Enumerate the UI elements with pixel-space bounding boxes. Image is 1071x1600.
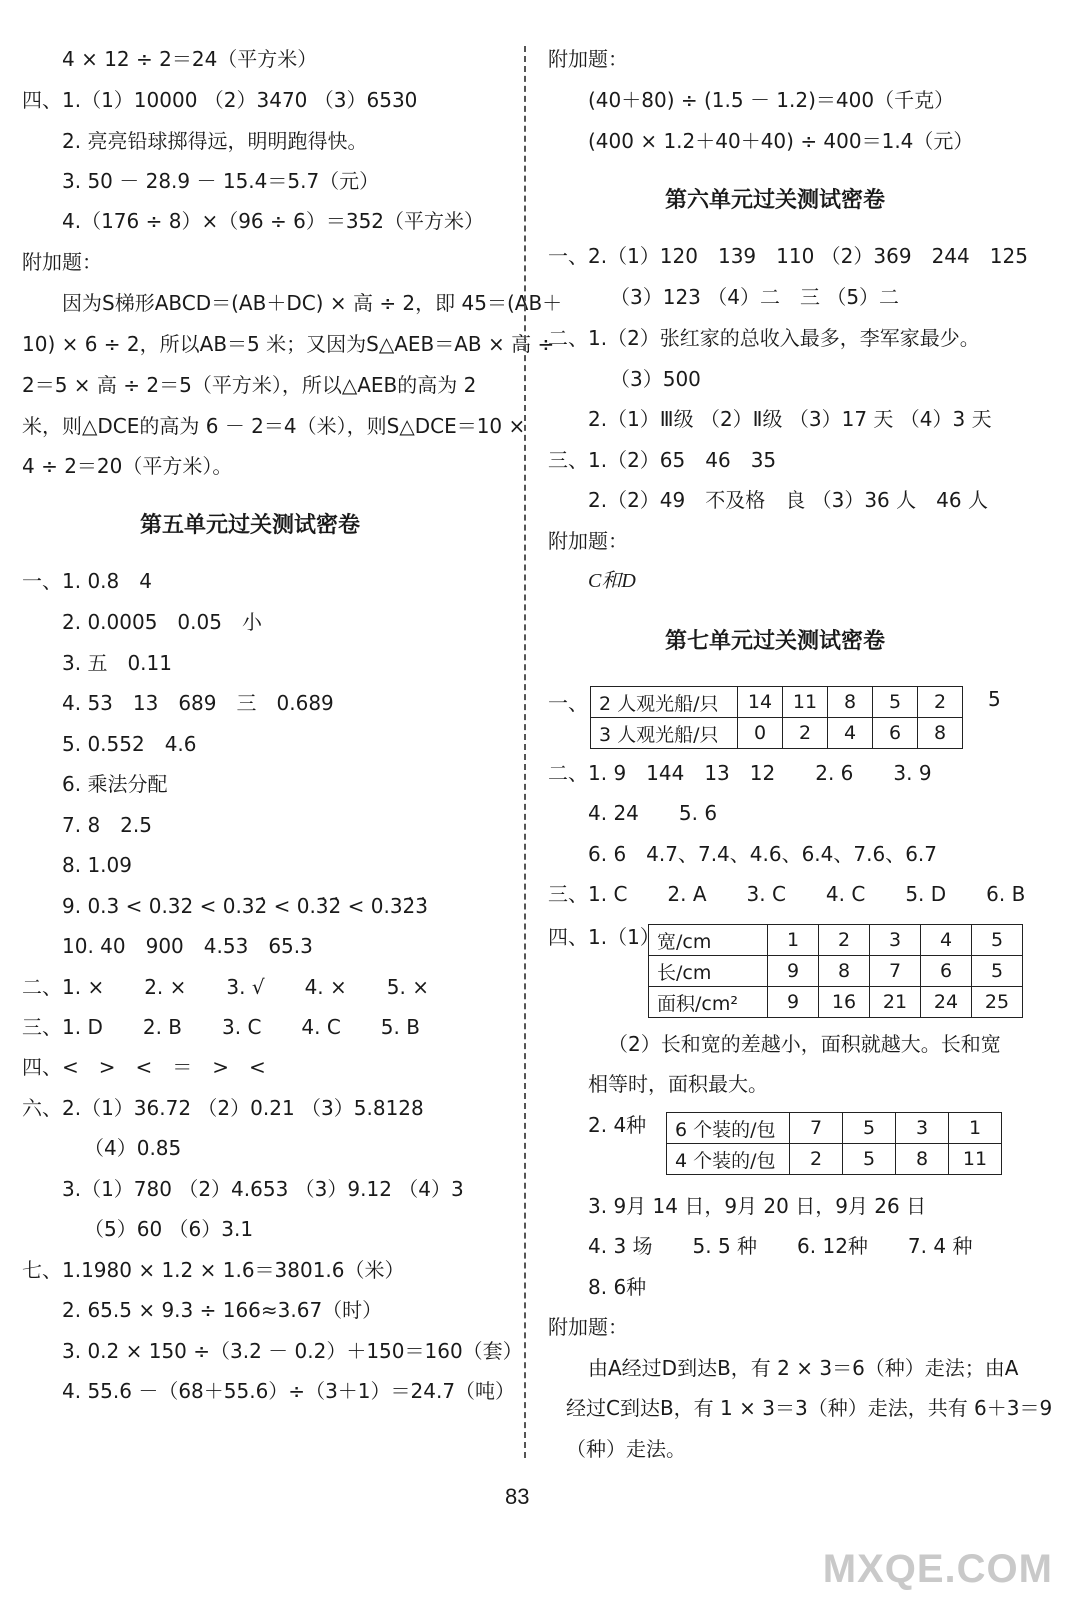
line: 3. 9月 14 日，9月 20 日，9月 26 日 [588,1194,927,1218]
line: 4.（176 ÷ 8）×（96 ÷ 6）＝352（平方米） [62,209,485,233]
line: 一、1. 0.8 4 [22,569,152,593]
table-cell: 8 [819,956,870,987]
table-cell: 5 [843,1113,896,1144]
table-cell: 7 [790,1113,843,1144]
line: 三、1. C 2. A 3. C 4. C 5. D 6. B [548,882,1026,906]
row-label: 6 个装的/包 [667,1113,790,1144]
table-cell: 25 [972,987,1023,1018]
line: 因为S梯形ABCD＝(AB＋DC) × 高 ÷ 2，即 45＝(AB＋ [62,291,563,315]
bonus-heading: 附加题： [22,250,102,274]
table-cell: 16 [819,987,870,1018]
line: 二、1.（2）张红家的总收入最多，李军家最少。 [548,326,980,350]
bonus-heading: 附加题： [548,529,628,553]
line: 8. 6种 [588,1275,647,1299]
table-row [649,925,1023,956]
line: 四、< > < ＝ > < [22,1055,266,1079]
line: C和D [588,570,636,592]
area-table [648,924,1023,1018]
table-cell: 9 [768,987,819,1018]
table-cell: 4 [921,925,972,956]
line: 7. 8 2.5 [62,813,152,837]
table-row [649,987,1023,1018]
table-cell: 11 [783,687,828,718]
row-label: 3 人观光船/只 [591,718,738,749]
row-label: 2 人观光船/只 [591,687,738,718]
boat-table [590,686,963,749]
table-row [667,1144,1002,1175]
line: 米，则△DCE的高为 6 － 2＝4（米），则S△DCE＝10 × [22,414,526,438]
line: （3）123 （4）二 三 （5）二 [610,285,900,309]
table-cell: 14 [738,687,783,718]
line: 由A经过D到达B，有 2 × 3＝6（种）走法；由A [588,1356,1019,1380]
row-label: 宽/cm [649,925,768,956]
line: 2.（2）49 不及格 良 （3）36 人 46 人 [588,488,988,512]
line: (40＋80) ÷ (1.5 － 1.2)＝400（千克） [588,88,955,112]
bonus-heading: 附加题： [548,1315,628,1339]
row-label: 4 个装的/包 [667,1144,790,1175]
line: (400 × 1.2＋40＋40) ÷ 400＝1.4（元） [588,129,974,153]
line: 三、1.（2）65 46 35 [548,448,777,472]
line: 相等时，面积最大。 [588,1072,768,1096]
line: 4 ÷ 2＝20（平方米）。 [22,454,233,478]
line: 4 × 12 ÷ 2＝24（平方米） [62,47,318,71]
line: 9. 0.3 < 0.32 < 0.32̇ < 0.3̇2̇ < 0.32̇3̇ [62,894,428,918]
bonus-heading: 附加题： [548,47,628,71]
table-cell: 5 [972,925,1023,956]
line: 10) × 6 ÷ 2，所以AB＝5 米；又因为S△AEB＝AB × 高 ÷ [22,332,555,356]
line-prefix: 2. 4种 [588,1113,647,1137]
line: 七、1.1980 × 1.2 × 1.6＝3801.6（米） [22,1258,405,1282]
line: 六、2.（1）36.72 （2）0.21 （3）5.8128 [22,1096,424,1120]
line: 三、1. D 2. B 3. C 4. C 5. B [22,1015,420,1039]
table-cell: 21 [870,987,921,1018]
table-cell: 3 [870,925,921,956]
table-row [591,718,963,749]
line: 4. 24 5. 6 [588,801,718,825]
page-number: 83 [505,1484,530,1509]
table-cell: 1 [768,925,819,956]
table-cell: 0 [738,718,783,749]
line: 5. 0.552 4.6 [62,732,197,756]
row-label: 面积/cm² [649,987,768,1018]
section-title-unit7: 第七单元过关测试密卷 [665,629,886,654]
line: 二、1. 9 144 13 12 2. 6 3. 9 [548,761,932,785]
table-cell: 6 [921,956,972,987]
line: 3.（1）780 （2）4.653 （3）9.12 （4）3 [62,1177,464,1201]
table-cell: 4 [828,718,873,749]
line: 4. 53 13 689 三 0.689 [62,691,334,715]
table-cell: 8 [918,718,963,749]
line: 2.（1）Ⅲ级 （2）Ⅱ级 （3）17 天 （4）3 天 [588,407,992,431]
line: 3. 0.2 × 150 ÷（3.2 － 0.2）＋150＝160（套） [62,1339,523,1363]
row-label: 长/cm [649,956,768,987]
line: 6. 6 4.7、7.4、4.6、6.4、7.6、6.7 [588,842,938,866]
table-cell: 2 [918,687,963,718]
line: 2. 0.0005 0.05 小 [62,610,262,634]
line: 2＝5 × 高 ÷ 2＝5（平方米），所以△AEB的高为 2 [22,373,477,397]
line: （种）走法。 [566,1437,686,1461]
line-prefix: 四、1.（1） [548,925,660,949]
line: （2）长和宽的差越小，面积就越大。长和宽 [608,1032,1001,1056]
table-cell: 2 [783,718,828,749]
line: （4）0.85 [84,1136,182,1160]
table-cell: 5 [972,956,1023,987]
line: 2. 65.5 × 9.3 ÷ 166≈3.67（时） [62,1298,383,1322]
table-cell: 11 [949,1144,1002,1175]
line: 2. 亮亮铅球掷得远，明明跑得快。 [62,129,368,153]
line: 3. 50 － 28.9 － 15.4＝5.7（元） [62,169,380,193]
line: 10. 40 900 4.53 65.3 [62,934,313,958]
line: 4. 55.6 －（68＋55.6）÷（3＋1）＝24.7（吨） [62,1379,516,1403]
table-cell: 8 [828,687,873,718]
line: 3. 五 0.11 [62,651,172,675]
line: 4. 3 场 5. 5 种 6. 12种 7. 4 种 [588,1234,973,1258]
table-cell: 2 [819,925,870,956]
line-prefix: 一、 [548,691,588,715]
table-cell: 9 [768,956,819,987]
table-row [649,956,1023,987]
table-cell: 7 [870,956,921,987]
line: （3）500 [610,367,701,391]
watermark-logo: MXQE.COM [822,1547,1053,1591]
table-cell: 2 [790,1144,843,1175]
line: 四、1.（1）10000 （2）3470 （3）6530 [22,88,418,112]
line: 6. 乘法分配 [62,772,168,796]
column-divider [524,46,526,1458]
line: （5）60 （6）3.1 [84,1217,254,1241]
table-cell: 5 [873,687,918,718]
section-title-unit6: 第六单元过关测试密卷 [665,188,886,213]
line: 经过C到达B，有 1 × 3＝3（种）走法，共有 6＋3＝9 [566,1396,1053,1420]
table-cell: 8 [896,1144,949,1175]
line: 二、1. × 2. × 3. √ 4. × 5. × [22,975,429,999]
line: 一、2.（1）120 139 110 （2）369 244 125 [548,244,1028,268]
table-cell: 1 [949,1113,1002,1144]
pack-table [666,1112,1002,1175]
section-title-unit5: 第五单元过关测试密卷 [140,513,361,538]
table-cell: 6 [873,718,918,749]
line: 8. 1.09 [62,853,132,877]
table-cell: 3 [896,1113,949,1144]
table-row [591,687,963,718]
table-row [667,1113,1002,1144]
table-cell: 24 [921,987,972,1018]
line-suffix: 5 [988,687,1001,711]
table-cell: 5 [843,1144,896,1175]
